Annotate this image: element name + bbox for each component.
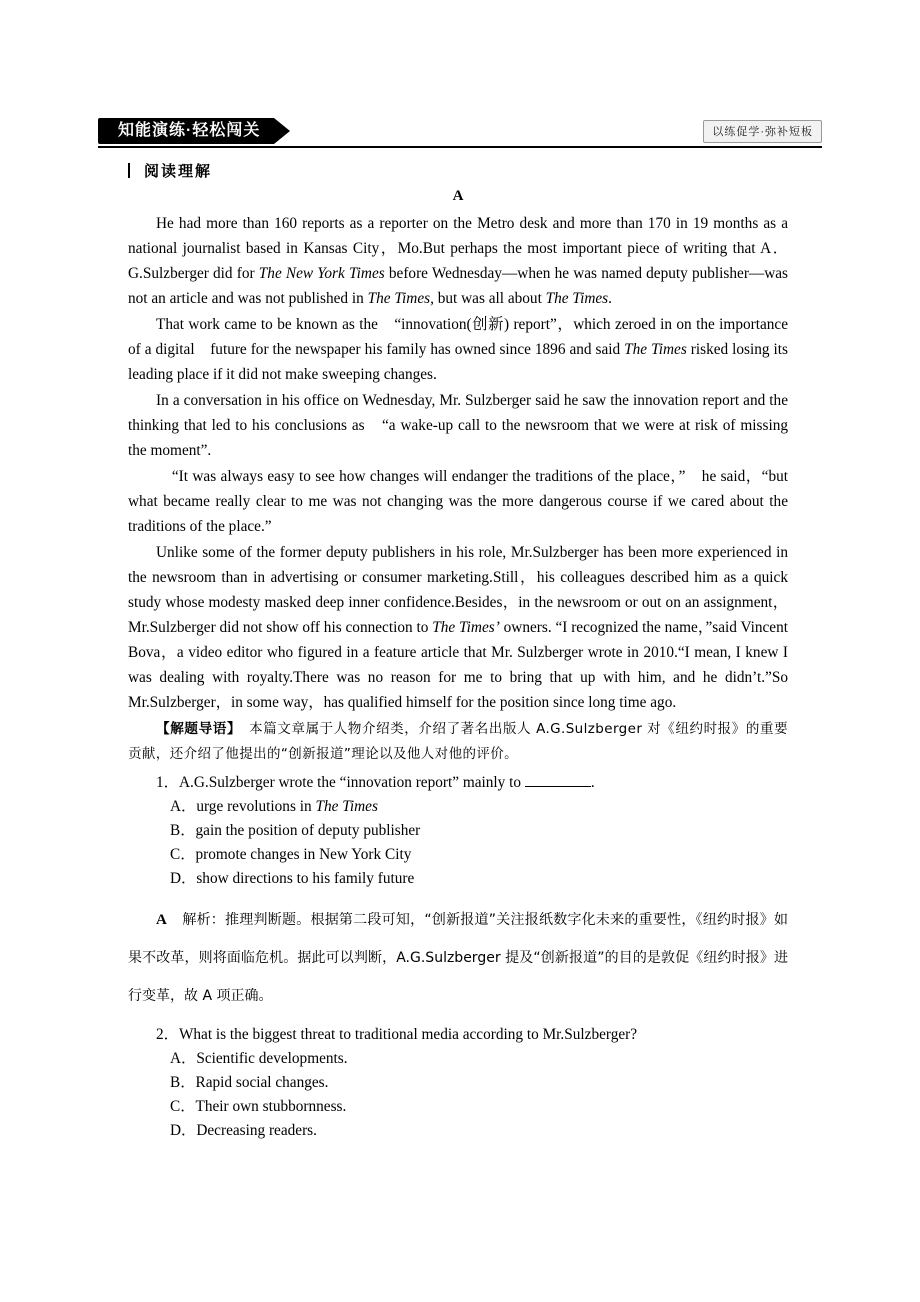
banner-title: 知能演练·轻松闯关 (98, 118, 274, 144)
tagline-badge: 以练促学·弥补短板 (703, 120, 822, 143)
passage-paragraph: In a conversation in his office on Wednesday, Mr. Sulzberger said he saw the innovation report and the thinking that led to his conclusions as “a wake-up call to the newsroom that we were at risk of missing the moment”. (128, 392, 788, 459)
option-1c[interactable]: C．promote changes in New York City (170, 846, 412, 863)
passage-paragraph: “It was always easy to see how changes will endanger the traditions of the place，” he said，“but what became really clear to me was not changing was the more dangerous course if we cared about the traditions of the place.” (128, 468, 788, 535)
question-stem: What is the biggest threat to traditional media according to Mr.Sulzberger? (178, 1026, 638, 1043)
passage-paragraph: Unlike some of the former deputy publishers in his role, Mr.Sulzberger has been more experienced in the newsroom than in advertising or consumer marketing.Still，his colleagues described him as a quick study whose modesty masked deep inner confidence.Besides，in the newsroom or out on an assignment，Mr.Sulzberger did not show off his connection to The Times’ owners. “I recognized the name，”said Vincent Bova，a video editor who figured in a feature article that Mr. Sulzberger wrote in 2010.“I mean, I knew I was dealing with royalty.There was no reason for me to bring that up with him, and he didn’t.”So Mr.Sulzberger，in some way，has qualified himself for the position since long time ago. (128, 544, 788, 711)
question-stem-end: . (590, 774, 595, 791)
answer-1 (128, 901, 788, 1015)
header-divider (98, 146, 822, 148)
answer-blank[interactable] (525, 773, 591, 787)
passage-paragraph: He had more than 160 reports as a reporter on the Metro desk and more than 170 in 19 months as a national journalist based in Kansas City，Mo.But perhaps the most important piece of writing that A．G.Sulzberger did for The New York Times before Wednesday—when he was named deputy publisher—was not an article and was not published in The Times, but was all about The Times. (128, 215, 788, 307)
answer-explanation: 解析：推理判断题。根据第二段可知，“创新报道”关注报纸数字化未来的重要性，《纽约时报》如果不改革，则将面临危机。据此可以判断，A.G.Sulzberger 提及“创新报道”的目的是敦促《纽约时报》进行变革，故 A 项正确。 (128, 912, 788, 1004)
option-2c[interactable]: C．Their own stubbornness. (170, 1098, 347, 1115)
answer-letter: A (156, 912, 167, 928)
section-heading (128, 160, 212, 181)
page-header (98, 118, 822, 144)
question-number: 1． (156, 774, 179, 791)
option-2a[interactable]: A．Scientific developments. (170, 1050, 348, 1067)
passage-content (128, 188, 788, 1143)
option-2d[interactable]: D．Decreasing readers. (170, 1122, 317, 1139)
option-1b[interactable]: B．gain the position of deputy publisher (170, 822, 421, 839)
banner-arrow-icon (274, 118, 290, 144)
guide-text: 本篇文章属于人物介绍类，介绍了著名出版人 A.G.Sulzberger 对《纽约时报》的重要贡献，还介绍了他提出的“创新报道”理论以及他人对他的评价。 (128, 721, 788, 762)
section-banner (98, 118, 290, 144)
question-2 (128, 1023, 788, 1047)
question-stem: A.G.Sulzberger wrote the “innovation report” mainly to (178, 774, 522, 791)
passage-paragraph: That work came to be known as the “innovation(创新) report”，which zeroed in on the importance of a digital future for the newspaper his family has owned since 1896 and said The Times risked losing its leading place if it did not make sweeping changes. (128, 316, 788, 383)
passage-letter: A (452, 188, 464, 204)
option-2b[interactable]: B．Rapid social changes. (170, 1074, 329, 1091)
question-number: 2． (156, 1026, 179, 1043)
guide-block (128, 717, 788, 767)
option-1a[interactable]: A．urge revolutions in The Times (170, 798, 378, 815)
option-1d[interactable]: D．show directions to his family future (170, 870, 415, 887)
section-bar-icon (128, 163, 130, 178)
guide-label: 【解题导语】 (156, 721, 235, 737)
section-heading-label: 阅读理解 (144, 163, 213, 180)
question-1 (128, 771, 788, 795)
